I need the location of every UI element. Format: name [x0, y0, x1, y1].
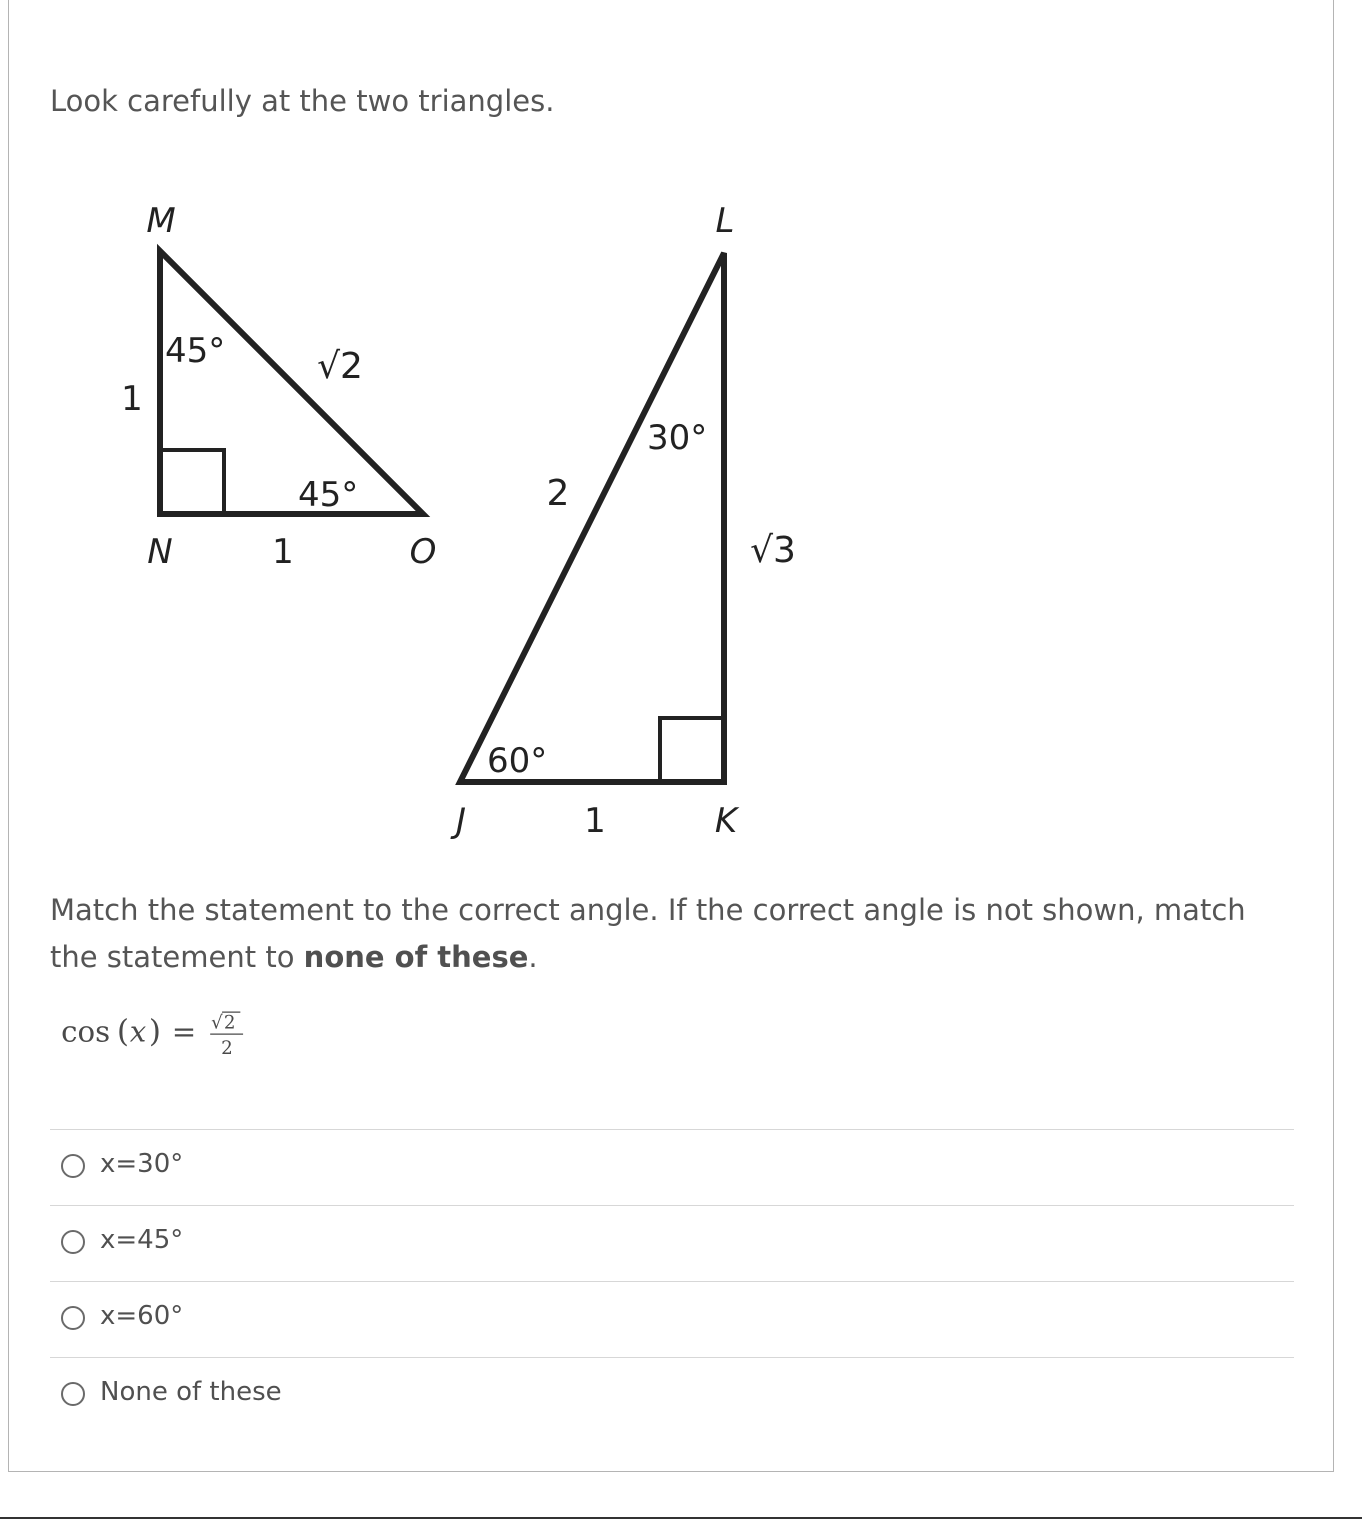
- equation-func: cos: [61, 1014, 111, 1049]
- vertex-label-n: N: [147, 532, 173, 572]
- vertex-label-k: K: [714, 801, 738, 841]
- option-x-45[interactable]: [50, 1205, 1294, 1281]
- vertex-label-j: J: [455, 801, 467, 841]
- equation-close-paren: ): [148, 1013, 162, 1050]
- right-angle-marker-n: [160, 450, 224, 514]
- option-none-of-these[interactable]: [50, 1357, 1294, 1433]
- side-label-mo: √2: [317, 346, 363, 387]
- triangle-mno: [121, 201, 436, 572]
- instruction-bold: none of these: [303, 940, 529, 974]
- radio-button[interactable]: [61, 1230, 85, 1254]
- equation-arg: x: [129, 1014, 147, 1049]
- option-label: None of these: [100, 1377, 282, 1407]
- vertex-label-m: M: [146, 201, 176, 241]
- angle-label-o: 45°: [298, 475, 359, 515]
- option-label: x=60°: [100, 1301, 184, 1331]
- side-label-jl: 2: [546, 473, 570, 514]
- equation-denominator: 2: [221, 1038, 233, 1060]
- equation-numerator: 2: [223, 1012, 236, 1034]
- intro-text: Look carefully at the two triangles.: [50, 84, 555, 118]
- instruction-part: Match the statement to the correct angle. If the correct angle is not shown, match the statement to: [50, 893, 1246, 974]
- angle-label-m: 45°: [165, 331, 226, 371]
- option-x-30[interactable]: [50, 1129, 1294, 1205]
- angle-label-l: 30°: [647, 418, 708, 458]
- bottom-divider: [0, 1517, 1362, 1519]
- equation-sqrt-sign: √: [211, 1012, 223, 1034]
- side-label-mn: 1: [121, 379, 143, 419]
- radio-button[interactable]: [61, 1382, 85, 1406]
- right-angle-marker-k: [660, 718, 724, 782]
- answer-options: [50, 1129, 1294, 1433]
- equation-open-paren: (: [116, 1013, 130, 1050]
- side-label-kl: √3: [750, 530, 796, 571]
- option-label: x=30°: [100, 1149, 184, 1179]
- option-label: x=45°: [100, 1225, 184, 1255]
- instruction-text: [50, 887, 1300, 981]
- side-label-no: 1: [272, 532, 294, 572]
- radio-button[interactable]: [61, 1306, 85, 1330]
- instruction-end: .: [528, 940, 538, 974]
- vertex-label-o: O: [409, 532, 437, 572]
- radio-button[interactable]: [61, 1154, 85, 1178]
- triangle-mno-outline: [160, 251, 423, 514]
- cos-equation: [50, 1003, 310, 1067]
- angle-label-j: 60°: [487, 741, 548, 781]
- equation-equals: =: [171, 1014, 197, 1049]
- option-x-60[interactable]: [50, 1281, 1294, 1357]
- triangle-jkl-outline: [460, 253, 724, 782]
- triangle-jkl: [450, 201, 796, 841]
- vertex-label-l: L: [715, 201, 735, 241]
- side-label-jk: 1: [584, 801, 606, 841]
